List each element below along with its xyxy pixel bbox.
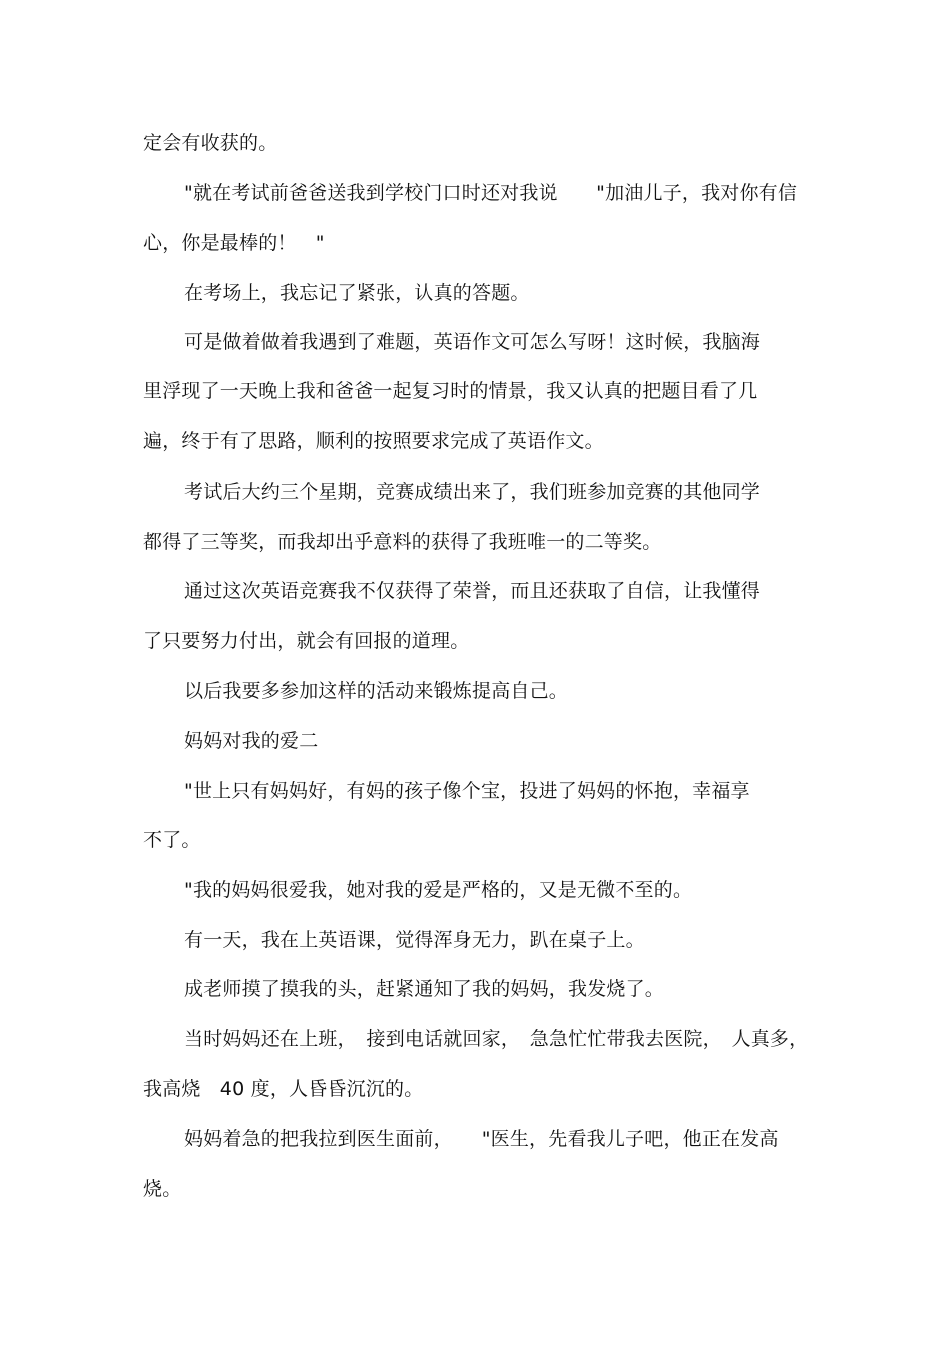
text-line: 妈妈着急的把我拉到医生面前， "医生，先看我儿子吧，他正在发高: [184, 1128, 779, 1150]
text-line: 都得了三等奖，而我却出乎意料的获得了我班唯一的二等奖。: [143, 531, 662, 553]
text-line: 烧。: [143, 1178, 182, 1200]
text-line: "就在考试前爸爸送我到学校门口时还对我说 "加油儿子，我对你有信: [184, 182, 798, 204]
text-line: 以后我要多参加这样的活动来锻炼提高自己。: [184, 680, 569, 702]
text-line: 考试后大约三个星期，竞赛成绩出来了，我们班参加竞赛的其他同学: [184, 481, 761, 503]
section-heading: 妈妈对我的爱二: [184, 730, 319, 752]
text-line: 通过这次英语竞赛我不仅获得了荣誉，而且还获取了自信，让我懂得: [184, 580, 761, 602]
text-line: 我高烧 40 度，人昏昏沉沉的。: [143, 1078, 424, 1100]
text-line: "世上只有妈妈好，有妈的孩子像个宝，投进了妈妈的怀抱，幸福享: [184, 780, 750, 802]
text-line: 了只要努力付出，就会有回报的道理。: [143, 630, 470, 652]
text-line: 里浮现了一天晚上我和爸爸一起复习时的情景，我又认真的把题目看了几: [143, 380, 758, 402]
text-line: 心，你是最棒的！ ": [143, 232, 325, 254]
text-line: 在考场上，我忘记了紧张，认真的答题。: [184, 282, 530, 304]
text-line: 可是做着做着我遇到了难题，英语作文可怎么写呀！这时候，我脑海: [184, 331, 761, 353]
text-line: 当时妈妈还在上班， 接到电话就回家， 急急忙忙带我去医院， 人真多，: [184, 1028, 809, 1050]
text-line: "我的妈妈很爱我，她对我的爱是严格的，又是无微不至的。: [184, 879, 693, 901]
text-line: 遍，终于有了思路，顺利的按照要求完成了英语作文。: [143, 430, 604, 452]
text-line: 有一天，我在上英语课，觉得浑身无力，趴在桌子上。: [184, 929, 645, 951]
text-line: 成老师摸了摸我的头，赶紧通知了我的妈妈，我发烧了。: [184, 978, 665, 1000]
text-line: 定会有收获的。: [143, 132, 278, 154]
text-line: 不了。: [143, 829, 201, 851]
